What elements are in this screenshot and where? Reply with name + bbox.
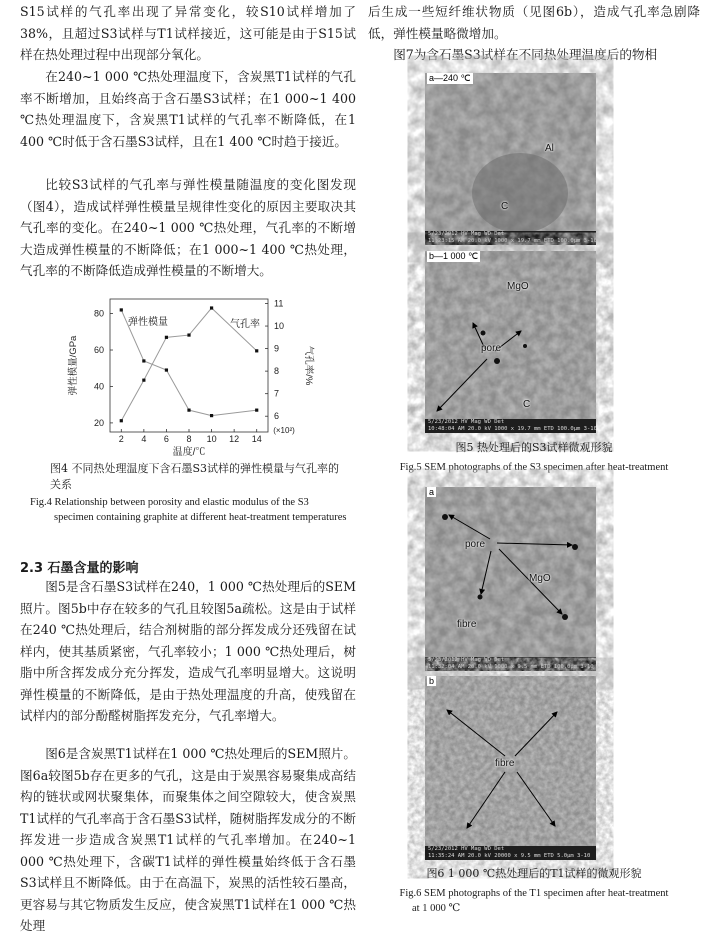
y-right-tick-label: 10 — [274, 321, 285, 332]
x-tick-label: 12 — [229, 434, 240, 444]
sem-databar: 5/23/2012 HV Mag WD Det 10:48:04 AM 20.0 kV 1000 x 19.7 mm ETD 100.0μm 3-10 — [425, 419, 596, 433]
sem-tag-pore: pore — [481, 343, 502, 354]
paragraph-s15-porosity: S15试样的气孔率出现了异常变化，较S10试样增加了38%，且超过S3试样与T1试样接近，这可能是由于S15试样在热处理过程中出现部分氧化。 — [20, 4, 356, 62]
data-point-0 — [120, 308, 123, 311]
x-multiplier: (×10²) — [273, 426, 295, 435]
fig5-caption-en: Fig.5 SEM photographs of the S3 specimen after heat-treatment — [399, 462, 669, 473]
x-tick-label: 4 — [141, 434, 147, 444]
data-point-1 — [255, 349, 258, 352]
y-left-tick-label: 60 — [93, 345, 104, 356]
sem-tag-pore: pore — [465, 539, 486, 550]
fig5-caption-cn: 图5 热处理后的S3试样微观形貌 — [455, 441, 613, 454]
y-left-tick-label: 80 — [93, 308, 104, 319]
fig6-caption-cn: 图6 1 000 ℃热处理后的T1试样的微观形貌 — [426, 867, 642, 880]
y-right-tick-label: 9 — [274, 343, 280, 354]
sem-label: b—1 000 ℃ — [429, 251, 479, 261]
sem-tag-mgo: MgO — [507, 281, 529, 292]
paragraph-t1-porosity: 在240~1 000 ℃热处理温度下，含炭黑T1试样的气孔率不断增加，且始终高于含石墨S3试样；在1 000~1 400 ℃热处理温度下，含炭黑T1试样的气孔率不断降低，在1 400 ℃时低于含石墨S3试样，且在1 400 ℃时趋于接近。 — [20, 69, 356, 149]
sem-image-fig6b — [425, 676, 596, 860]
sem-image-fig5b — [425, 251, 596, 433]
sem-tag-al: Al — [545, 143, 554, 154]
data-point-1 — [210, 306, 213, 309]
fig6-caption — [368, 866, 700, 916]
y-right-tick-label: 6 — [274, 411, 280, 422]
data-point-0 — [255, 409, 258, 412]
paragraph-short-fibres: 后生成一些短纤维状物质（见图6b），造成气孔率急剧降低，弹性模量略微增加。 — [368, 4, 700, 41]
y-right-tick-label: 8 — [274, 366, 280, 377]
x-tick-label: 10 — [206, 434, 217, 444]
sem-arrows — [425, 487, 596, 671]
data-point-1 — [142, 379, 145, 382]
data-point-0 — [165, 368, 168, 371]
y-right-tick-label: 11 — [274, 298, 284, 309]
sem-tag-mgo: MgO — [529, 573, 551, 584]
paragraph-modulus-vs-porosity: 比较S3试样的气孔率与弹性模量随温度的变化图发现（图4），造成试样弹性模量呈规律性变化的原因主要取决其气孔率的变化。在240~1 000 ℃热处理，气孔率的不断增大造成弹性模量的不断降低；在1 000~1 400 ℃热处理，气孔率的不断降低造成弹性模量的不断增大。 — [20, 177, 356, 278]
sem-arrows — [425, 251, 596, 433]
y-left-axis-label: 弹性模量/GPa — [68, 335, 79, 396]
x-tick-label: 14 — [251, 434, 262, 444]
sem-databar: 5/23/2012 HV Mag WD Det 11:32:04 AM 20.0 kV 1000 x 9.5 mm ETD 100.0μm 3-10 — [425, 657, 596, 671]
data-point-1 — [187, 333, 190, 336]
sem-databar: 5/23/2012 HV Mag WD Det 11:35:24 AM 20.0 kV 20000 x 9.5 mm ETD 5.0μm 3-10 — [425, 846, 596, 860]
sem-tag-c: C — [523, 399, 531, 410]
x-tick-label: 8 — [186, 434, 192, 444]
y-right-tick-label: 7 — [274, 388, 280, 399]
data-point-0 — [187, 409, 190, 412]
data-point-1 — [120, 419, 123, 422]
fig4-caption-en: Fig.4 Relationship between porosity and elastic modulus of the S3 specimen containing graphite at different heat-treatment temperatures — [30, 497, 347, 523]
data-point-0 — [142, 359, 145, 362]
sem-texture — [425, 73, 596, 245]
fig4-caption-cn: 图4 不同热处理温度下含石墨S3试样的弹性模量与气孔率的关系 — [50, 462, 340, 491]
paragraph-fig7-intro: 图7为含石墨S3试样在不同热处理温度后的物相 — [393, 47, 658, 62]
fig6-caption-en-2: at 1 000 ℃ — [412, 903, 461, 914]
sem-image-fig5a — [425, 73, 596, 245]
paragraph-fig5-description: 图5是含石墨S3试样在240，1 000 ℃热处理后的SEM照片。图5b中存在较多的气孔且较图5a疏松。这是由于试样在240 ℃热处理后，结合剂树脂的部分挥发成分还残留在试样内，使其基质紧密，气孔率较小；1 000 ℃热处理后，树脂中所含挥发成分充分挥发，造成气孔率明显增大。这说明弹性模量的不断降低，是由于热处理温度的升高，使残留在试样内的部分酚醛树脂挥发充分，气孔率增大。 — [20, 579, 356, 723]
y-left-tick-label: 40 — [93, 381, 104, 392]
y-left-tick-label: 20 — [93, 417, 104, 428]
sem-label: b — [429, 676, 435, 686]
fig5-caption — [368, 440, 700, 475]
sem-tag-c: C — [501, 201, 509, 212]
sem-label: a—240 ℃ — [429, 73, 471, 83]
section-title-graphite-content: 2.3 石墨含量的影响 — [20, 561, 139, 576]
paragraph-fig6-description: 图6是含炭黑T1试样在1 000 ℃热处理后的SEM照片。图6a较图5b存在更多的气孔，这是由于炭黑容易聚集成高结构的链状或网状聚集体，而聚集体之间空隙较大，使含炭黑T1试样的气孔率高于含石墨S3试样，随树脂挥发成分的不断挥发进一步造成含炭黑T1试样的气孔率增加。在240~1 000 ℃热处理下，含碳T1试样的弹性模量始终低于含石墨S3试样且不断降低。由于在高温下，炭黑的活性较石墨高，更容易与其它物质发生反应，使含炭黑T1试样在1 000 ℃热处理 — [20, 746, 356, 933]
annotation-porosity: 气孔率 — [230, 319, 260, 330]
x-tick-label: 2 — [118, 434, 124, 444]
annotation-modulus: 弹性模量 — [128, 317, 168, 328]
data-point-1 — [165, 336, 168, 339]
x-axis-label: 温度/℃ — [172, 447, 206, 458]
fig4-caption — [40, 461, 340, 493]
data-point-0 — [210, 414, 213, 417]
sem-label: a — [429, 487, 435, 497]
y-right-axis-label: 气孔率/% — [303, 345, 314, 386]
fig4-chart — [54, 293, 324, 458]
x-tick-label: 6 — [163, 434, 169, 444]
sem-tag-fibre: fibre — [495, 758, 515, 769]
sem-image-fig6a — [425, 487, 596, 671]
sem-databar: 5/23/2012 HV Mag WD Det 11:23:15 AM 20.0 kV 1000 x 19.7 mm ETD 100.0μm 3-10 — [425, 231, 596, 245]
sem-tag-fibre: fibre — [457, 619, 477, 630]
fig6-caption-en: Fig.6 SEM photographs of the T1 specimen after heat-treatment — [399, 888, 669, 899]
